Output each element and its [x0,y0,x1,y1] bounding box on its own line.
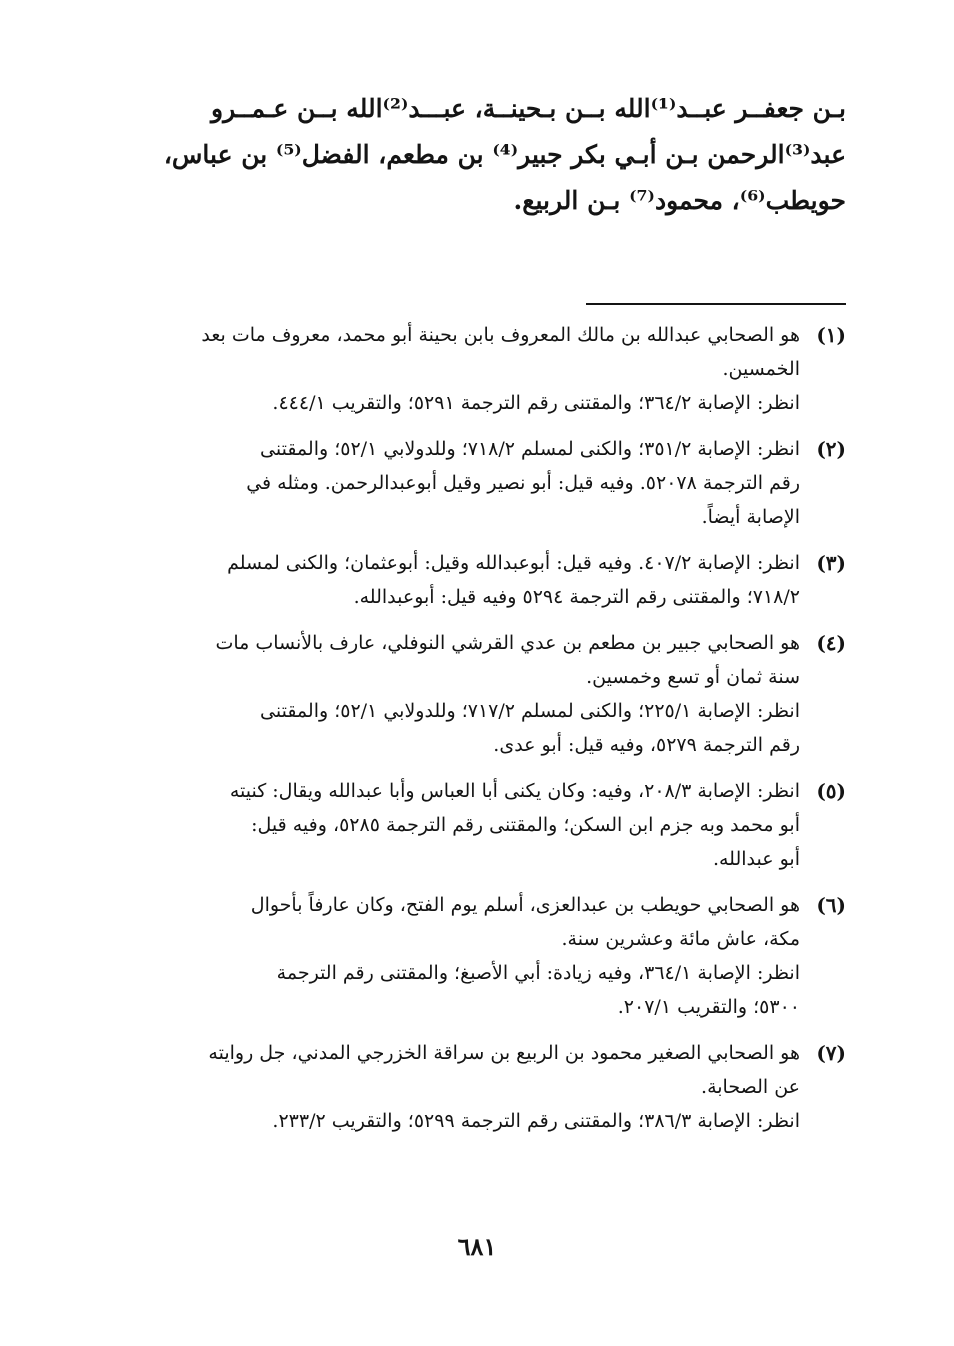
footnote-line: انظر: الإصابة ٣٦٤/١، وفيه زيادة: أبي الأصبغ؛ والمقتنى رقم الترجمة [276,962,800,984]
main-text [152,86,846,224]
footnote-line: رقم الترجمة ٥٢٠٧٨. وفيه قيل: أبو نصير وقيل أبوعبدالرحمن. ومثله في [246,472,800,494]
main-text-line: بـن جعفــر عبــد⁽¹⁾الله بــن بـحينــة، عبـــد⁽²⁾الله بــن عـمــرو [211,94,846,123]
footnote-number: (٦) [816,893,846,917]
footnote-5 [152,774,846,876]
footnote-7 [152,1036,846,1138]
footnote-6 [152,888,846,1024]
footnote-4 [152,626,846,762]
footnote-line: عن الصحابة. [701,1076,800,1098]
footnote-line: هو الصحابي الصغير محمود بن الربيع بن سراقة الخزرجي المدني، جل روايته [208,1042,800,1064]
footnote-number: (٤) [816,631,846,655]
footnote-number: (٢) [816,437,846,461]
footnote-number: (٧) [816,1041,846,1065]
footnote-line: انظر: الإصابة ٣٨٦/٣؛ والمقتنى رقم الترجمة ٥٢٩٩؛ والتقريب ٢٣٣/٢. [272,1110,800,1132]
footnote-separator [586,303,846,305]
footnote-number: (٥) [816,779,846,803]
main-text-line: حويطب⁽⁶⁾، محمود⁽⁷⁾ بـن الربيع. [513,186,846,215]
footnote-line: رقم الترجمة ٥٢٧٩، وفيه قيل: أبو عدى. [493,734,800,756]
footnote-line: أبو عبدالله. [712,848,800,870]
footnote-line: ٥٣٠٠؛ والتقريب ٢٠٧/١. [617,996,800,1018]
footnote-line: الإصابة أيضاً. [701,506,800,528]
footnote-line: ٧١٨/٢؛ والمقتنى رقم الترجمة ٥٢٩٤ وفيه قيل: أبوعبدالله. [353,586,800,608]
footnote-line: انظر: الإصابة ٤٠٧/٢. وفيه قيل: أبوعبدالله وقيل: أبوعثمان؛ والكنى لمسلم [227,552,800,574]
footnote-line: مكة، عاش مائة وعشرين سنة. [561,928,800,950]
footnote-line: انظر: الإصابة ٣٦٤/٢؛ والمقتنى رقم الترجمة ٥٢٩١؛ والتقريب ٤٤٤/١. [272,392,800,414]
page-number: ٦٨١ [457,1232,497,1261]
footnote-number: (٣) [816,551,846,575]
footnote-line: انظر: الإصابة ٢٢٥/١؛ والكنى لمسلم ٧١٧/٢؛ وللدولابي ٥٢/١؛ والمقتنى [260,700,800,722]
footnote-line: انظر: الإصابة ٣٥١/٢؛ والكنى لمسلم ٧١٨/٢؛ وللدولابي ٥٢/١؛ والمقتنى [260,438,800,460]
footnote-line: هو الصحابي عبدالله بن مالك المعروف بابن بحينة أبو محمد، معروف مات بعد [201,324,800,346]
footnote-line: هو الصحابي جبير بن مطعم بن عدي القرشي النوفلي، عارف بالأنساب مات [215,632,800,654]
footnote-1 [152,318,846,420]
footnote-number: (١) [816,323,846,347]
footnotes [152,318,846,1150]
footnote-line: سنة ثمان أو تسع وخمسين. [586,666,800,688]
footnote-3 [152,546,846,614]
footnote-line: الخمسين. [722,358,800,380]
footnote-line: انظر: الإصابة ٢٠٨/٣، وفيه: وكان يكنى أبا العباس وأبا عبدالله ويقال: كنيته [229,780,800,802]
main-text-line: عبد⁽³⁾الرحمن بـن أبـي بكر جبير⁽⁴⁾ بن مطعم، الفضل⁽⁵⁾ بن عباس، [163,140,846,169]
footnote-line: أبو محمد وبه جزم ابن السكن؛ والمقتنى رقم الترجمة ٥٢٨٥، وفيه قيل: [251,814,800,836]
footnote-line: هو الصحابي حويطب بن عبدالعزى، أسلم يوم الفتح، وكان عارفاً بأحوال [250,894,800,916]
footnote-2 [152,432,846,534]
